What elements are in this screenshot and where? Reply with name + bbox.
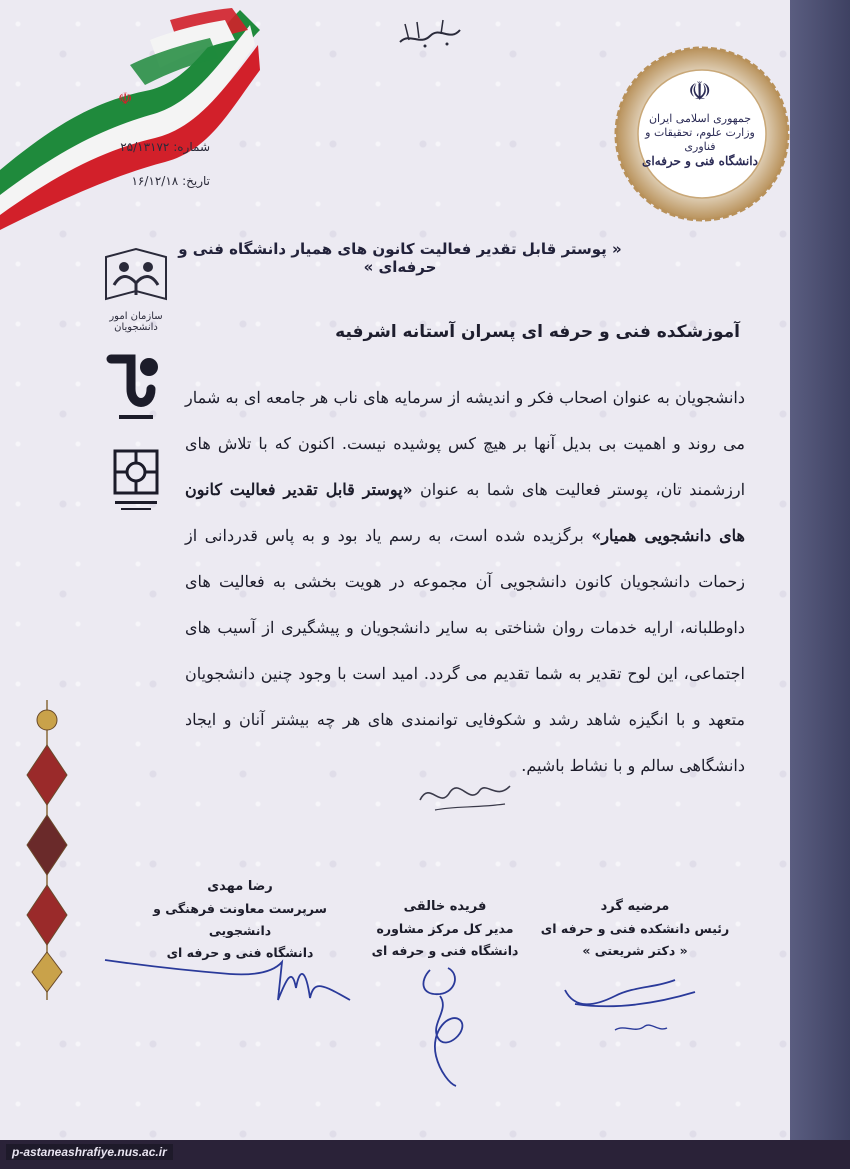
- signer-name: فریده خالقی: [403, 899, 487, 914]
- signer-name: رضا مهدی: [207, 879, 273, 894]
- svg-text:☫: ☫: [688, 77, 712, 106]
- date-label: تاریخ:: [182, 174, 210, 188]
- recipient-name: آموزشکده فنی و حرفه ای پسران آستانه اشرفیه: [335, 322, 740, 342]
- iran-flag-ribbon: [0, 0, 260, 230]
- certificate-title: « پوستر قابل تقدیر فعالیت کانون های همیار دانشگاه فنی و حرفه‌ای »: [178, 240, 622, 276]
- site-watermark: p-astaneashrafiye.nus.ac.ir: [6, 1144, 173, 1160]
- signer-title: رئیس دانشکده فنی و حرفه ای: [540, 921, 730, 936]
- signer-subtitle: دانشگاه فنی و حرفه ای: [166, 945, 314, 960]
- signature-block-counseling: [350, 896, 540, 962]
- seal-text: [630, 112, 770, 168]
- number-label: شماره:: [173, 140, 210, 154]
- seal-line-1: جمهوری اسلامی ایران: [648, 112, 752, 125]
- side-border-band: [790, 0, 850, 1140]
- svg-text:☫: ☫: [118, 89, 133, 108]
- iran-emblem-icon: [688, 76, 714, 106]
- signer-name: مرضیه گرد: [600, 899, 670, 914]
- seal-line-3: دانشگاه فنی و حرفه‌ای: [642, 154, 758, 168]
- certificate-body: [185, 375, 745, 789]
- handwritten-note: [415, 770, 515, 820]
- logo-column: [86, 245, 186, 515]
- body-part-1: دانشجویان به عنوان اصحاب فکر و اندیشه از سرمایه های ناب هر جامعه ای به شمار می روند و اهمیت بی بدیل آنها بر هیچ کس پوشیده نیست. اکنون که با تلاش های ارزشمند تان، پوستر فعالیت های شما به عنوان: [185, 388, 746, 499]
- signer-title: سرپرست معاونت فرهنگی و دانشجویی: [153, 901, 327, 938]
- handwritten-signature: [555, 960, 705, 1050]
- decorative-ornament: [22, 700, 72, 1000]
- date-value: ۱۶/۱۲/۱۸: [131, 174, 179, 188]
- counseling-center-logo: [101, 349, 171, 429]
- body-highlight: «پوستر قابل تقدیر فعالیت کانون های دانشجویی همیار»: [185, 480, 745, 545]
- signer-subtitle: « دکتر شریعتی »: [582, 943, 688, 958]
- student-affairs-logo: [96, 245, 176, 307]
- body-part-2: برگزیده شده است، به رسم یاد بود و به پاس قدردانی از زحمات دانشجویان کانون دانشجویی آن مجموعه در هویت بخشی به فعالیت های داوطلبانه، ارایه خدمات روان شناختی به سایر دانشجویان و پیشگیری از آسیب های اجتماعی، این لوح تقدیر به شما تقدیم می گردد. امید است با وجود چنین دانشجویان متعهد و با انگیزه شاهد رشد و شکوفایی توانمندی های هر چه بیشتر آنان و ایجاد دانشگاهی سالم و با نشاط باشیم.: [185, 526, 745, 775]
- issue-date: [110, 174, 210, 188]
- student-assistant-logo: [101, 445, 171, 515]
- seal-line-2: وزارت علوم، تحقیقات و فناوری: [645, 126, 755, 153]
- signer-title: مدیر کل مرکز مشاوره: [376, 921, 514, 936]
- signer-subtitle: دانشگاه فنی و حرفه ای: [371, 943, 519, 958]
- signature-block-dean: [520, 896, 750, 962]
- org-caption: سازمان امور دانشجویان: [109, 311, 163, 333]
- reference-number: [110, 140, 210, 154]
- handwritten-signature: [100, 940, 360, 1020]
- handwritten-signature: [390, 960, 500, 1090]
- number-value: ۲۵/۱۳۱۷۲: [120, 140, 170, 154]
- basmala-calligraphy: [395, 12, 465, 52]
